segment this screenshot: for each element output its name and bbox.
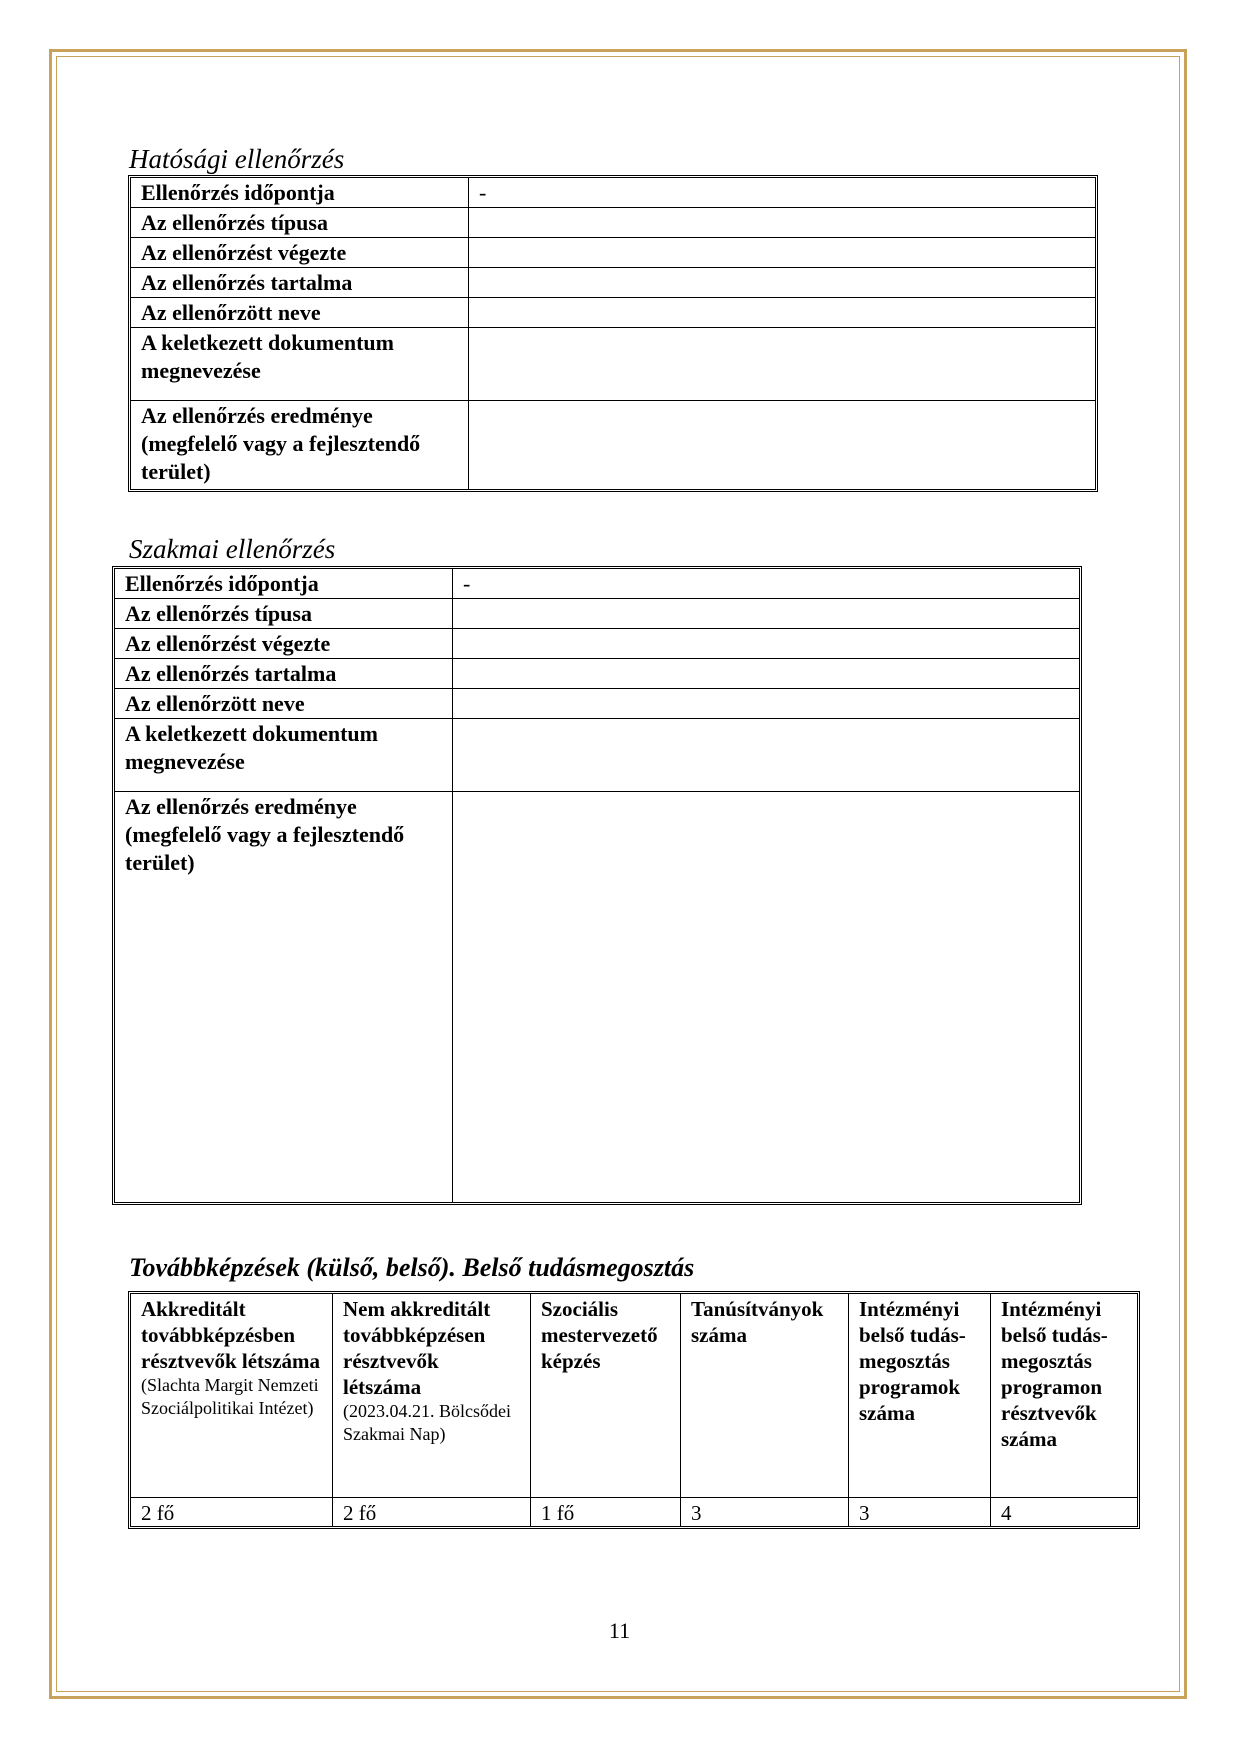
- table-row: [131, 1498, 1137, 1526]
- row-value: [469, 268, 1095, 298]
- row-value: [453, 719, 1079, 792]
- hatosagi-table: [128, 175, 1098, 492]
- table-cell: 3: [681, 1498, 849, 1526]
- column-header-note: (Slachta Margit Nemzeti Szociálpolitikai Intézet): [141, 1375, 319, 1418]
- row-value: [469, 328, 1095, 401]
- training-table: [128, 1291, 1140, 1529]
- column-header: [849, 1294, 991, 1498]
- row-label: Ellenőrzés időpontja: [131, 178, 469, 208]
- column-header-note: (2023.04.21. Bölcsődei Szakmai Nap): [343, 1401, 511, 1444]
- row-label: Ellenőrzés időpontja: [115, 569, 453, 599]
- row-value: [469, 238, 1095, 268]
- szakmai-title: Szakmai ellenőrzés: [129, 534, 336, 564]
- row-value: [469, 401, 1095, 489]
- column-header: [991, 1294, 1137, 1498]
- row-label: A keletkezett dokumentum megnevezése: [131, 328, 469, 401]
- table-row: [115, 792, 1079, 1202]
- row-value: [453, 792, 1079, 1202]
- row-label: Az ellenőrzést végezte: [131, 238, 469, 268]
- table-row: [115, 569, 1079, 599]
- table-row: [131, 268, 1095, 298]
- table-row: [131, 178, 1095, 208]
- row-value: [469, 298, 1095, 328]
- row-value: [453, 689, 1079, 719]
- page-number: 11: [608, 1618, 631, 1643]
- row-label: Az ellenőrzés típusa: [131, 208, 469, 238]
- column-header-title: Akkreditált továbbképzésben résztvevők létszáma: [141, 1297, 321, 1373]
- table-header-row: [131, 1294, 1137, 1498]
- table-row: [115, 629, 1079, 659]
- table-row: [115, 719, 1079, 792]
- column-header-title: Intézményi belső tudás-megosztás programok száma: [859, 1297, 966, 1425]
- column-header: [131, 1294, 333, 1498]
- row-value: [469, 208, 1095, 238]
- table-row: [115, 659, 1079, 689]
- row-label: Az ellenőrzés tartalma: [131, 268, 469, 298]
- row-label: Az ellenőrzés eredménye (megfelelő vagy a fejlesztendő terület): [115, 792, 453, 1202]
- table-row: [115, 689, 1079, 719]
- row-value: -: [469, 178, 1095, 208]
- table-row: [131, 208, 1095, 238]
- szakmai-table: [112, 566, 1082, 1205]
- hatosagi-title: Hatósági ellenőrzés: [129, 144, 345, 174]
- column-header: [681, 1294, 849, 1498]
- table-row: [131, 238, 1095, 268]
- row-label: Az ellenőrzés típusa: [115, 599, 453, 629]
- table-cell: 2 fő: [333, 1498, 531, 1526]
- column-header-title: Szociális mestervezető képzés: [541, 1297, 658, 1373]
- table-cell: 4: [1001, 1501, 1012, 1525]
- row-label: Az ellenőrzés tartalma: [115, 659, 453, 689]
- column-header-title: Nem akkreditált továbbképzésen résztvevők létszáma: [343, 1297, 491, 1399]
- table-row: [131, 328, 1095, 401]
- column-header-title: Tanúsítványok száma: [691, 1297, 824, 1347]
- training-title: Továbbképzések (külső, belső). Belső tudásmegosztás: [129, 1253, 695, 1282]
- row-value: [453, 599, 1079, 629]
- table-row: [115, 599, 1079, 629]
- row-label: Az ellenőrzött neve: [131, 298, 469, 328]
- row-value: [453, 659, 1079, 689]
- column-header: [333, 1294, 531, 1498]
- table-row: [131, 298, 1095, 328]
- table-cell: 2 fő: [131, 1498, 333, 1526]
- table-cell: 1 fő: [531, 1498, 681, 1526]
- row-label: A keletkezett dokumentum megnevezése: [115, 719, 453, 792]
- row-value: -: [453, 569, 1079, 599]
- table-cell: 3: [849, 1498, 991, 1526]
- table-row: [131, 401, 1095, 489]
- row-label: Az ellenőrzés eredménye (megfelelő vagy a fejlesztendő terület): [131, 401, 469, 489]
- row-label: Az ellenőrzött neve: [115, 689, 453, 719]
- column-header-title: Intézményi belső tudás-megosztás programon résztvevők száma: [1001, 1297, 1108, 1451]
- row-value: [453, 629, 1079, 659]
- column-header: [531, 1294, 681, 1498]
- row-label: Az ellenőrzést végezte: [115, 629, 453, 659]
